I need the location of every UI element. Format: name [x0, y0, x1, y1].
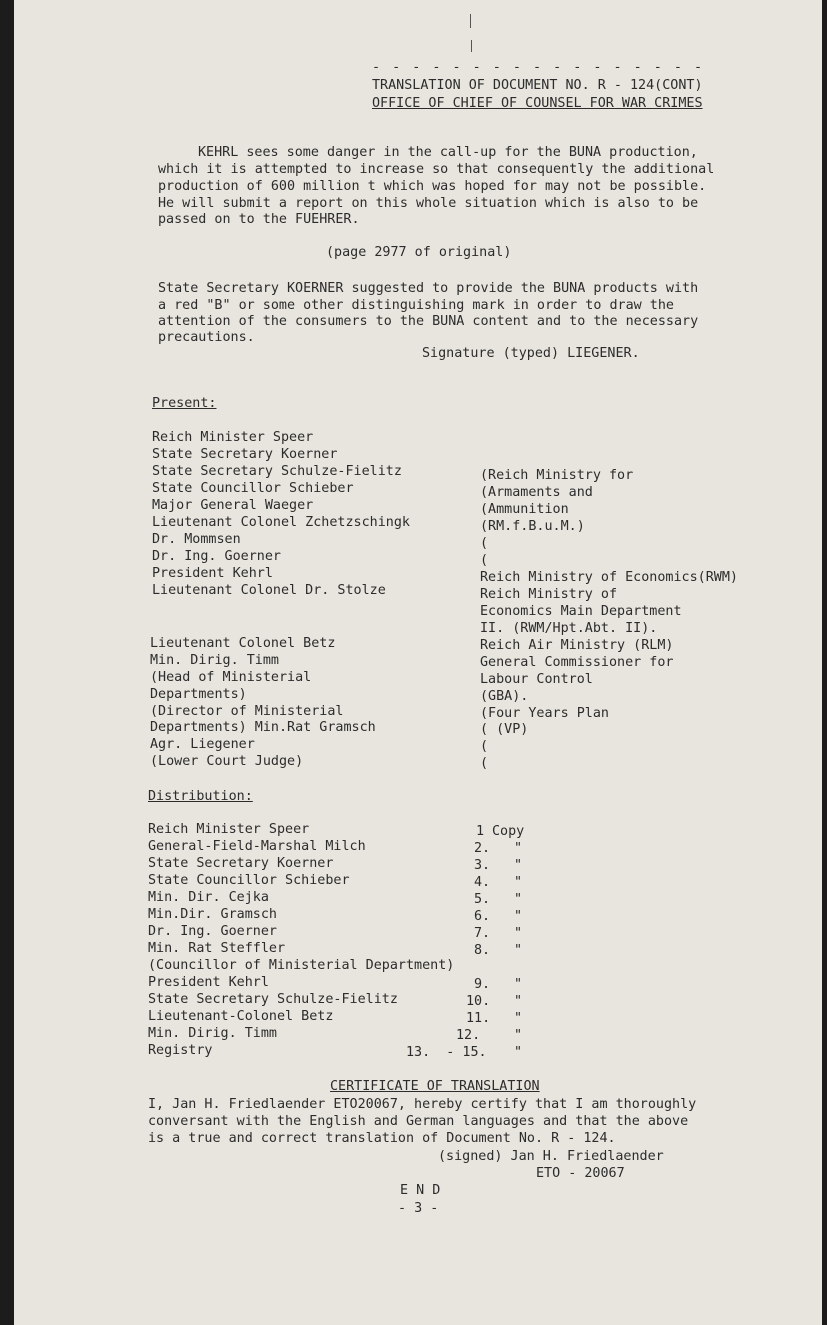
copy-mark: "	[514, 875, 523, 890]
attendee-ministry: Economics Main Department	[480, 604, 682, 619]
attendee-name: Major General Waeger	[152, 498, 314, 513]
copy-number: 6.	[474, 909, 491, 924]
body-line: State Secretary KOERNER suggested to provide the BUNA products with	[158, 281, 699, 296]
attendee-ministry: II. (RWM/Hpt.Abt. II).	[480, 621, 658, 636]
copy-mark: "	[514, 909, 523, 924]
copy-number: 8.	[474, 943, 491, 958]
margin-mark	[471, 40, 472, 52]
copy-mark: "	[514, 1028, 523, 1043]
body-line: passed on to the FUEHRER.	[158, 212, 360, 227]
distribution-name: Min. Dir. Cejka	[148, 890, 269, 905]
body-line: a red "B" or some other distinguishing mark in order to draw the	[158, 298, 674, 313]
attendee-name: (Director of Ministerial	[150, 704, 344, 719]
attendee-ministry: ( (VP)	[480, 722, 529, 737]
attendee-ministry: (RM.f.B.u.M.)	[480, 519, 585, 534]
attendee-ministry: (GBA).	[480, 689, 529, 704]
attendee-ministry: (Four Years Plan	[480, 706, 609, 721]
margin-mark	[470, 14, 471, 28]
attendee-name: State Secretary Schulze-Fielitz	[152, 464, 402, 479]
distribution-heading: Distribution:	[148, 789, 253, 804]
distribution-name: State Secretary Koerner	[148, 856, 334, 871]
distribution-name: Min. Dirig. Timm	[148, 1026, 277, 1041]
body-line: which it is attempted to increase so that consequently the additional	[158, 162, 715, 177]
body-line: production of 600 million t which was hoped for may not be possible.	[158, 179, 707, 194]
page-number: - 3 -	[398, 1201, 439, 1216]
typed-signature: Signature (typed) LIEGENER.	[422, 346, 640, 361]
attendee-name: (Lower Court Judge)	[150, 754, 304, 769]
body-line: He will submit a report on this whole situation which is also to be	[158, 196, 699, 211]
certificate-line: I, Jan H. Friedlaender ETO20067, hereby certify that I am thoroughly	[148, 1097, 697, 1112]
attendee-name: Dr. Ing. Goerner	[152, 549, 281, 564]
copy-number: 12.	[456, 1028, 481, 1043]
attendee-name: State Secretary Koerner	[152, 447, 338, 462]
attendee-name: Min. Dirig. Timm	[150, 653, 279, 668]
copy-mark: "	[514, 1045, 523, 1060]
attendee-name: Departments) Min.Rat Gramsch	[150, 720, 376, 735]
copy-mark: "	[514, 926, 523, 941]
attendee-ministry: (	[480, 536, 489, 551]
copy-number: 3.	[474, 858, 491, 873]
copy-mark: "	[514, 1011, 523, 1026]
copy-mark: "	[514, 943, 523, 958]
copy-number: 7.	[474, 926, 491, 941]
copy-mark: "	[514, 892, 523, 907]
distribution-name: General-Field-Marshal Milch	[148, 839, 366, 854]
attendee-name: Dr. Mommsen	[152, 532, 241, 547]
attendee-ministry: Reich Air Ministry (RLM)	[480, 638, 674, 653]
distribution-name: Dr. Ing. Goerner	[148, 924, 277, 939]
attendee-ministry: Reich Ministry of Economics(RWM)	[480, 570, 738, 585]
attendee-ministry: Labour Control	[480, 672, 593, 687]
copy-number: 4.	[474, 875, 491, 890]
translator-id: ETO - 20067	[536, 1166, 625, 1181]
copy-mark: "	[514, 977, 523, 992]
attendee-ministry: (	[480, 756, 489, 771]
copy-mark: "	[514, 841, 523, 856]
copy-mark: "	[514, 858, 523, 873]
distribution-name: State Councillor Schieber	[148, 873, 350, 888]
end-marker: E N D	[400, 1183, 441, 1198]
distribution-name: (Councillor of Ministerial Department)	[148, 958, 455, 973]
page-reference: (page 2977 of original)	[326, 245, 512, 260]
certificate-line: is a true and correct translation of Document No. R - 124.	[148, 1131, 616, 1146]
copy-mark: "	[514, 994, 523, 1009]
copy-number: 10.	[466, 994, 491, 1009]
distribution-name: President Kehrl	[148, 975, 269, 990]
copy-number: 1	[476, 824, 485, 839]
attendee-name: Departments)	[150, 687, 247, 702]
attendee-ministry: General Commissioner for	[480, 655, 674, 670]
body-line: precautions.	[158, 330, 255, 345]
copy-number: 9.	[474, 977, 491, 992]
copy-number: 2.	[474, 841, 491, 856]
distribution-name: Min.Dir. Gramsch	[148, 907, 277, 922]
copy-mark: Copy	[492, 824, 525, 839]
document-title: TRANSLATION OF DOCUMENT NO. R - 124(CONT)	[372, 78, 703, 93]
body-line: attention of the consumers to the BUNA content and to the necessary	[158, 314, 699, 329]
attendee-name: Lieutenant Colonel Betz	[150, 636, 336, 651]
distribution-name: Registry	[148, 1043, 213, 1058]
distribution-name: Reich Minister Speer	[148, 822, 310, 837]
present-heading: Present:	[152, 396, 217, 411]
translator-signature: (signed) Jan H. Friedlaender	[438, 1149, 664, 1164]
attendee-name: Agr. Liegener	[150, 737, 255, 752]
attendee-name: Lieutenant Colonel Zchetzschingk	[152, 515, 410, 530]
copy-number: 11.	[466, 1011, 491, 1026]
distribution-name: Lieutenant-Colonel Betz	[148, 1009, 334, 1024]
copy-number: 5.	[474, 892, 491, 907]
attendee-name: State Councillor Schieber	[152, 481, 354, 496]
header-rule: - - - - - - - - - - - - - - - - -	[372, 60, 705, 75]
certificate-heading: CERTIFICATE OF TRANSLATION	[330, 1079, 540, 1094]
office-title: OFFICE OF CHIEF OF COUNSEL FOR WAR CRIMES	[372, 96, 703, 111]
attendee-ministry: (Reich Ministry for	[480, 468, 634, 483]
attendee-ministry: (Ammunition	[480, 502, 569, 517]
distribution-name: Min. Rat Steffler	[148, 941, 286, 956]
distribution-name: State Secretary Schulze-Fielitz	[148, 992, 398, 1007]
body-line: KEHRL sees some danger in the call-up for the BUNA production,	[198, 145, 698, 160]
attendee-ministry: (	[480, 553, 489, 568]
attendee-name: Reich Minister Speer	[152, 430, 314, 445]
attendee-ministry: (Armaments and	[480, 485, 593, 500]
attendee-ministry: Reich Ministry of	[480, 587, 618, 602]
attendee-ministry: (	[480, 739, 489, 754]
copy-number: 13. - 15.	[406, 1045, 487, 1060]
attendee-name: President Kehrl	[152, 566, 273, 581]
attendee-name: Lieutenant Colonel Dr. Stolze	[152, 583, 386, 598]
attendee-name: (Head of Ministerial	[150, 670, 312, 685]
certificate-line: conversant with the English and German languages and that the above	[148, 1114, 689, 1129]
